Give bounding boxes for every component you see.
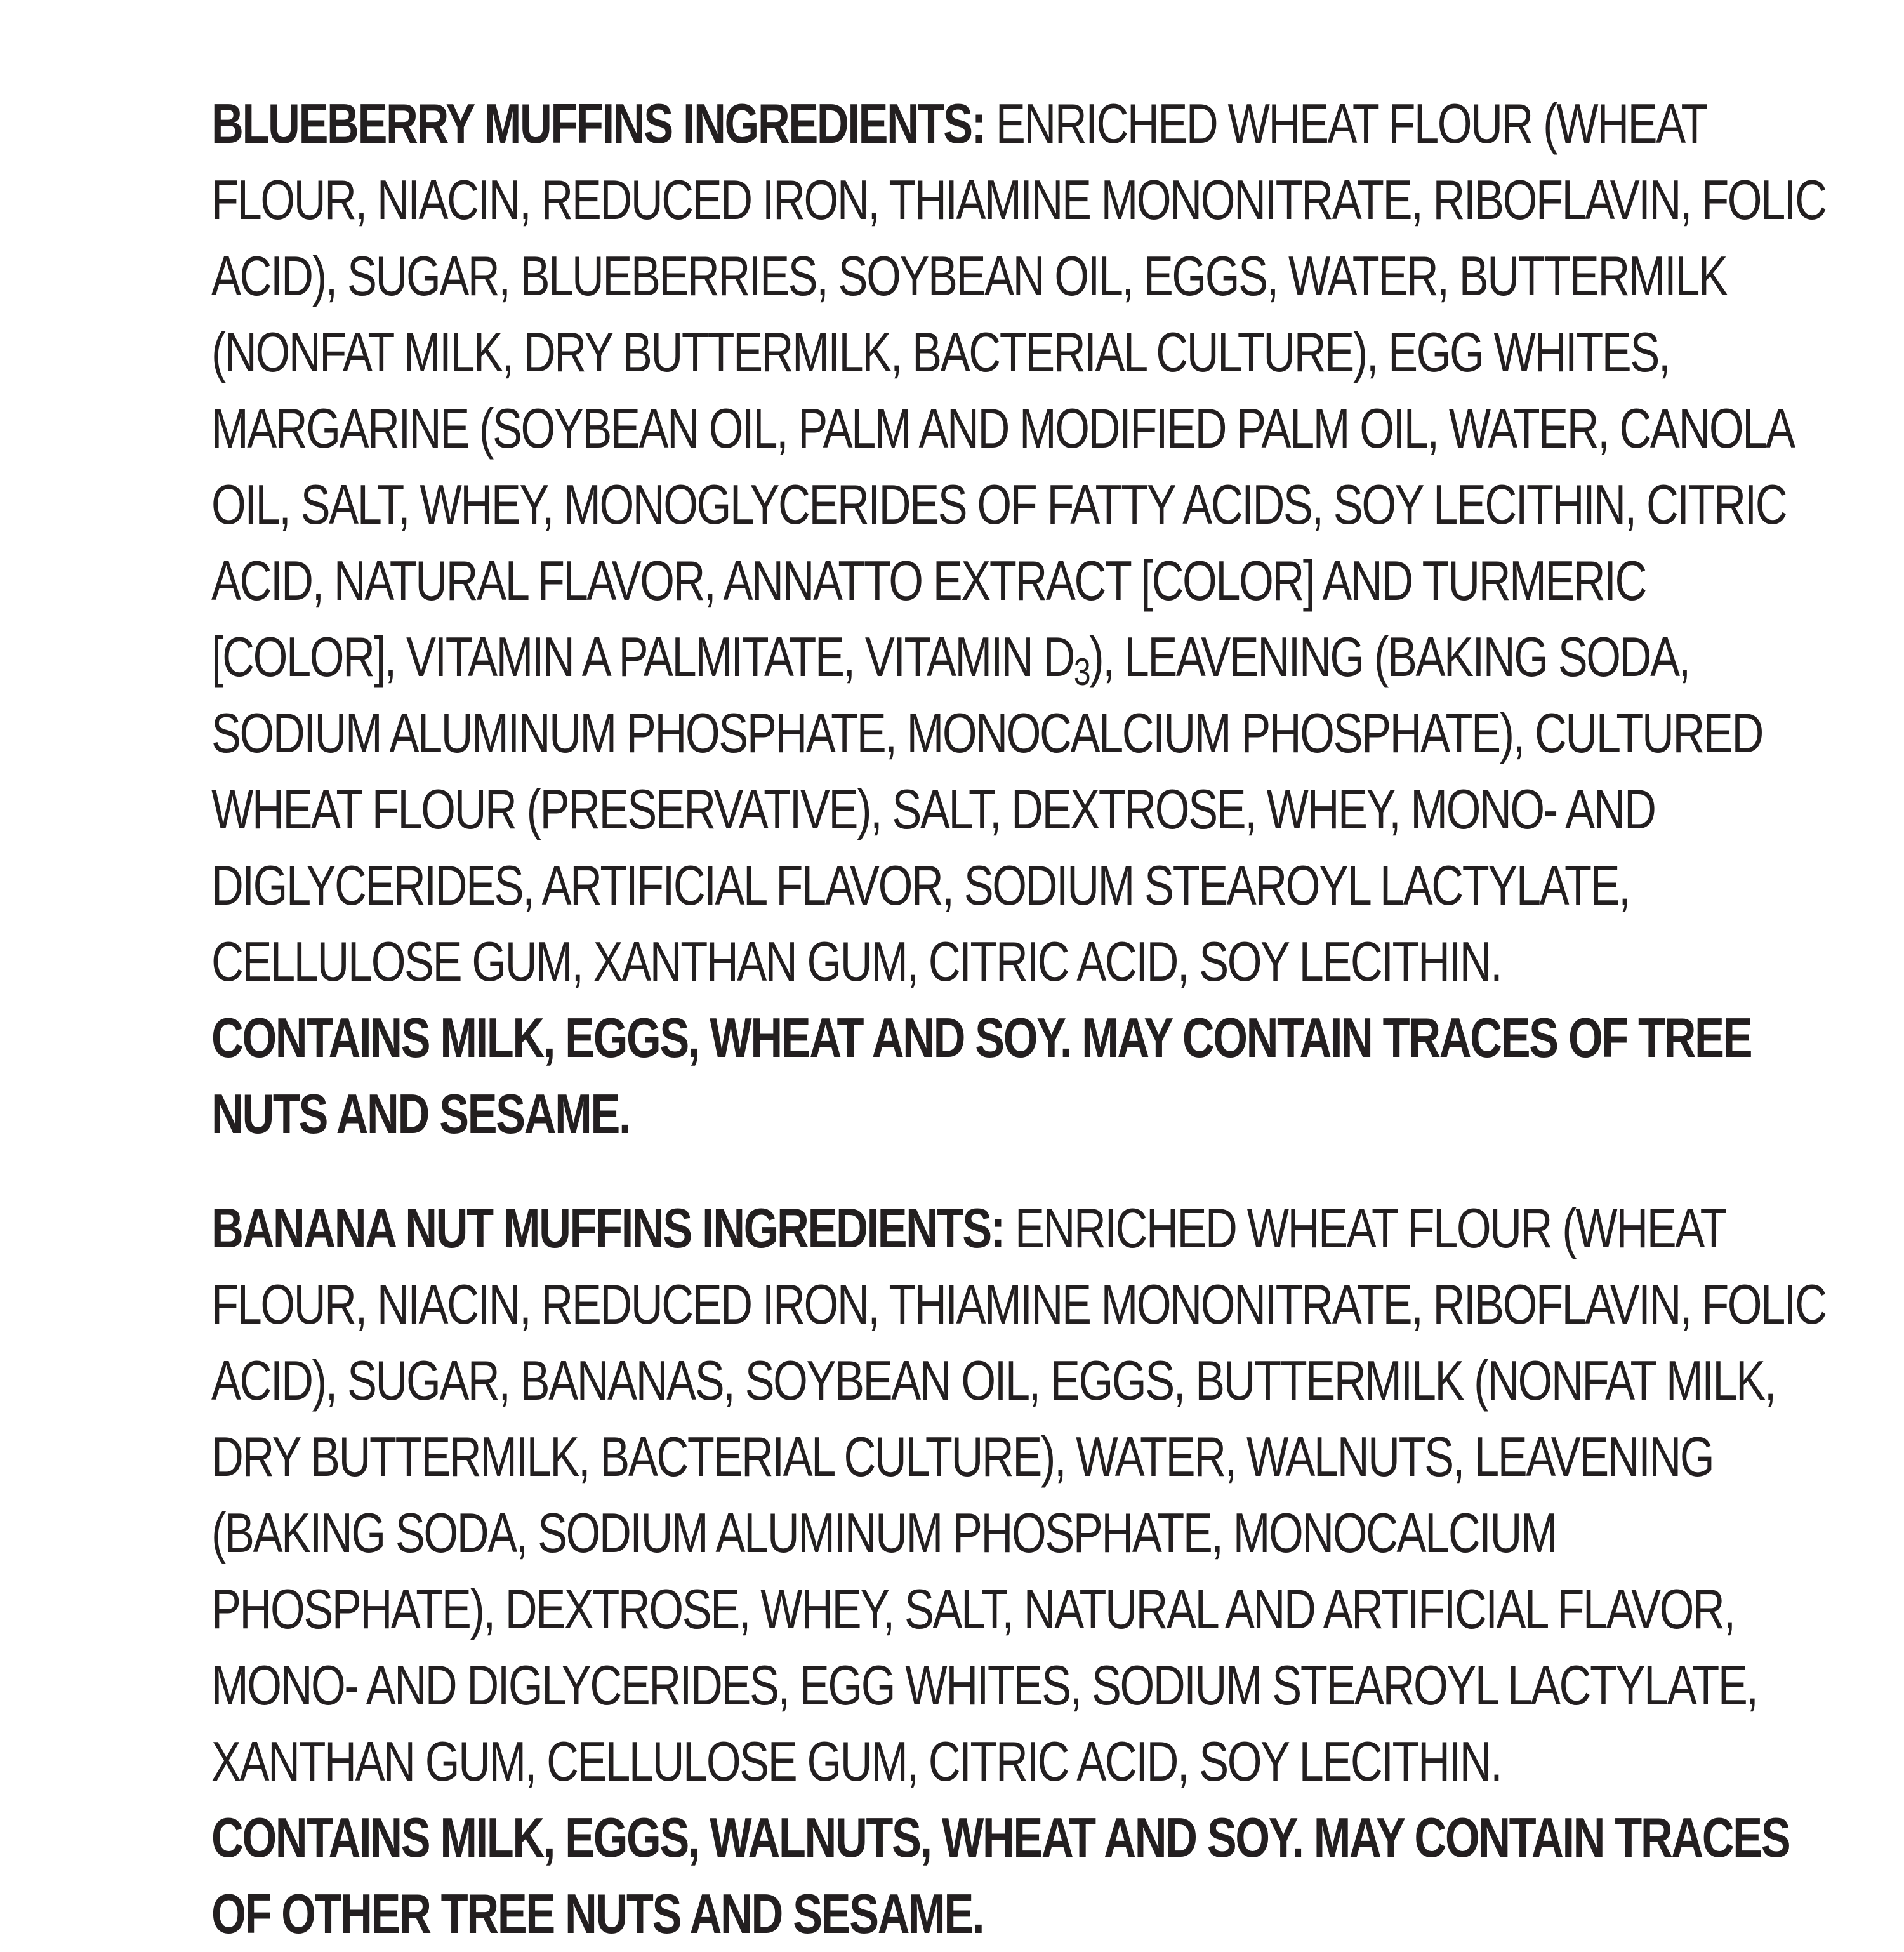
blueberry-line-8-b: ), LEAVENING (BAKING SODA, bbox=[1089, 625, 1689, 688]
blueberry-line-9: SODIUM ALUMINUM PHOSPHATE, MONOCALCIUM PHOSPHATE), CULTURED bbox=[211, 701, 1762, 764]
banana-nut-line-4: DRY BUTTERMILK, BACTERIAL CULTURE), WATER, WALNUTS, LEAVENING bbox=[211, 1425, 1714, 1488]
blueberry-line-6: OIL, SALT, WHEY, MONOGLYCERIDES OF FATTY ACIDS, SOY LECITHIN, CITRIC bbox=[211, 473, 1787, 536]
blueberry-line-5: MARGARINE (SOYBEAN OIL, PALM AND MODIFIED PALM OIL, WATER, CANOLA bbox=[211, 397, 1794, 460]
blueberry-line-3: ACID), SUGAR, BLUEBERRIES, SOYBEAN OIL, EGGS, WATER, BUTTERMILK bbox=[211, 244, 1727, 307]
blueberry-line-10: WHEAT FLOUR (PRESERVATIVE), SALT, DEXTROSE, WHEY, MONO- AND bbox=[211, 778, 1655, 840]
vitamin-d-subscript: 3 bbox=[1073, 651, 1090, 693]
banana-nut-line-1 bbox=[211, 1190, 1726, 1266]
blueberry-line-4: (NONFAT MILK, DRY BUTTERMILK, BACTERIAL CULTURE), EGG WHITES, bbox=[211, 321, 1670, 383]
banana-nut-line-3: ACID), SUGAR, BANANAS, SOYBEAN OIL, EGGS, BUTTERMILK (NONFAT MILK, bbox=[211, 1349, 1775, 1412]
blueberry-line-12: CELLULOSE GUM, XANTHAN GUM, CITRIC ACID, SOY LECITHIN. bbox=[211, 930, 1502, 993]
banana-nut-line-2: FLOUR, NIACIN, REDUCED IRON, THIAMINE MONONITRATE, RIBOFLAVIN, FOLIC bbox=[211, 1273, 1826, 1336]
blueberry-line-1 bbox=[211, 86, 1707, 162]
banana-nut-heading: BANANA NUT MUFFINS INGREDIENTS: bbox=[211, 1197, 1004, 1259]
blueberry-line-8-a: [COLOR], VITAMIN A PALMITATE, VITAMIN D bbox=[211, 625, 1074, 688]
banana-nut-ingredients-section bbox=[211, 1190, 1826, 1952]
ingredient-text-block bbox=[211, 86, 1826, 1952]
banana-nut-line-1-text: ENRICHED WHEAT FLOUR (WHEAT bbox=[1003, 1197, 1726, 1259]
banana-nut-line-5: (BAKING SODA, SODIUM ALUMINUM PHOSPHATE, MONOCALCIUM bbox=[211, 1501, 1557, 1564]
blueberry-line-11: DIGLYCERIDES, ARTIFICIAL FLAVOR, SODIUM STEAROYL LACTYLATE, bbox=[211, 854, 1630, 917]
banana-nut-line-8: XANTHAN GUM, CELLULOSE GUM, CITRIC ACID, SOY LECITHIN. bbox=[211, 1730, 1502, 1793]
banana-nut-allergen-line-2: OF OTHER TREE NUTS AND SESAME. bbox=[211, 1882, 984, 1945]
blueberry-line-2: FLOUR, NIACIN, REDUCED IRON, THIAMINE MONONITRATE, RIBOFLAVIN, FOLIC bbox=[211, 168, 1826, 231]
blueberry-allergen-line-2: NUTS AND SESAME. bbox=[211, 1082, 630, 1145]
blueberry-ingredients-section bbox=[211, 86, 1826, 1152]
banana-nut-allergen-line-1: CONTAINS MILK, EGGS, WALNUTS, WHEAT AND SOY. MAY CONTAIN TRACES bbox=[211, 1806, 1790, 1869]
banana-nut-line-6: PHOSPHATE), DEXTROSE, WHEY, SALT, NATURAL AND ARTIFICIAL FLAVOR, bbox=[211, 1577, 1735, 1640]
blueberry-allergen-line-1: CONTAINS MILK, EGGS, WHEAT AND SOY. MAY CONTAIN TRACES OF TREE bbox=[211, 1006, 1752, 1069]
blueberry-heading: BLUEBERRY MUFFINS INGREDIENTS: bbox=[211, 92, 985, 155]
blueberry-line-1-text: ENRICHED WHEAT FLOUR (WHEAT bbox=[984, 92, 1707, 155]
blueberry-line-8 bbox=[211, 619, 1689, 695]
section-spacer bbox=[211, 1152, 1735, 1190]
banana-nut-line-7: MONO- AND DIGLYCERIDES, EGG WHITES, SODIUM STEAROYL LACTYLATE, bbox=[211, 1654, 1757, 1716]
blueberry-line-7: ACID, NATURAL FLAVOR, ANNATTO EXTRACT [COLOR] AND TURMERIC bbox=[211, 549, 1646, 612]
